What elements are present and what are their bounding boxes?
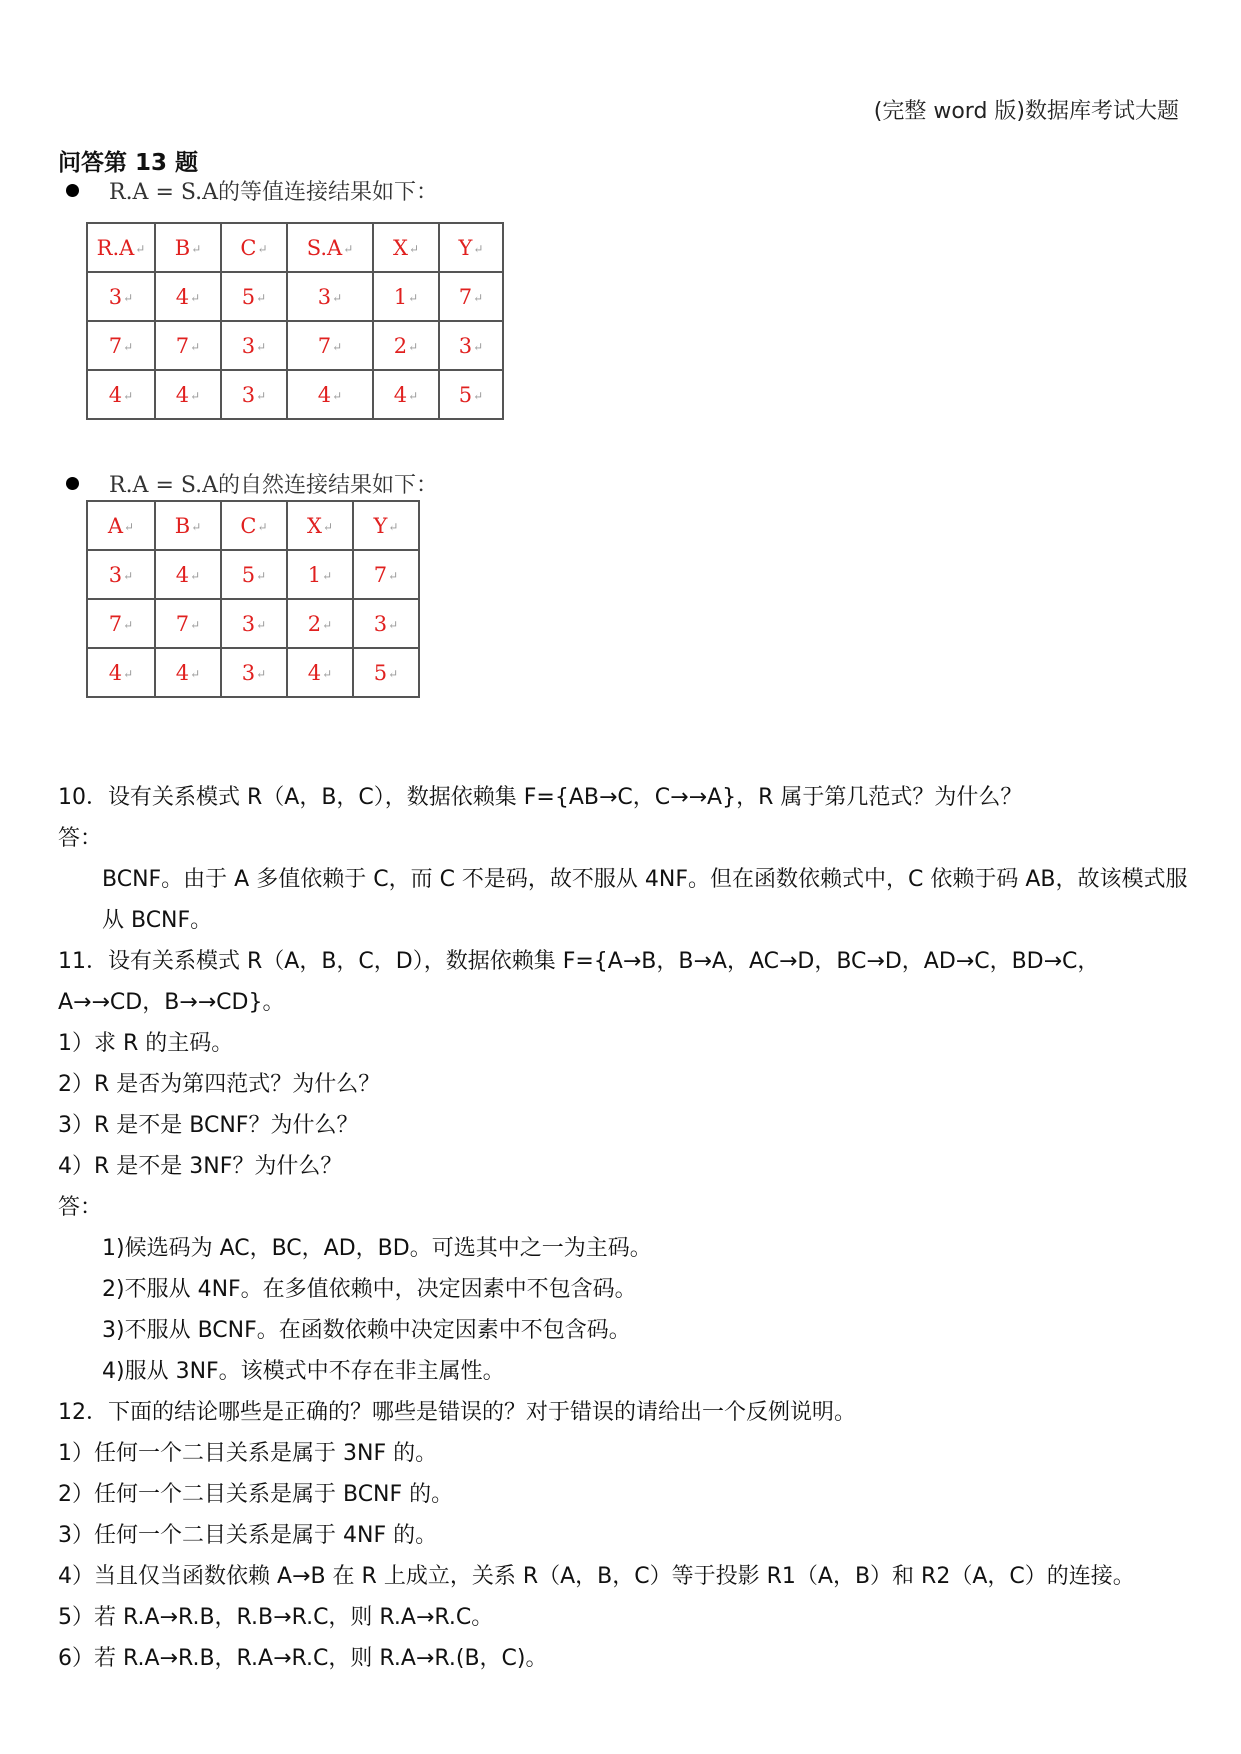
cell-value: C: [240, 513, 257, 538]
table-cell: [221, 550, 287, 599]
return-mark-icon: ↵: [473, 340, 484, 354]
cell-value: B: [174, 235, 191, 260]
return-mark-icon: ↵: [332, 340, 343, 354]
table-row: [87, 550, 419, 599]
table-row: [87, 648, 419, 697]
natural-join-caption: R.A = S.A的自然连接结果如下：: [109, 473, 439, 498]
cell-value: 7: [175, 611, 190, 636]
answer-11-item-1: 1)候选码为 AC，BC，AD，BD。可选其中之一为主码。: [102, 1236, 652, 1261]
table-cell: [439, 321, 503, 370]
table-cell: [287, 370, 373, 419]
column-header: [155, 223, 221, 272]
return-mark-icon: ↵: [388, 667, 399, 681]
return-mark-icon: ↵: [332, 389, 343, 403]
answer-11-label: 答：: [58, 1195, 103, 1220]
answer-11-item-3: 3)不服从 BCNF。在函数依赖中决定因素中不包含码。: [102, 1318, 631, 1343]
question-11-item-2: 2）R 是否为第四范式？为什么？: [58, 1072, 381, 1097]
return-mark-icon: ↵: [343, 242, 354, 256]
table-cell: [221, 272, 287, 321]
table-cell: [353, 550, 419, 599]
table-row: [87, 321, 503, 370]
return-mark-icon: ↵: [135, 242, 146, 256]
column-header: [373, 223, 439, 272]
question-12-item-1: 1）任何一个二目关系是属于 3NF 的。: [58, 1441, 438, 1466]
equi-join-caption: R.A = S.A的等值连接结果如下：: [109, 180, 439, 205]
return-mark-icon: ↵: [190, 340, 201, 354]
cell-value: 7: [175, 333, 190, 358]
return-mark-icon: ↵: [322, 667, 333, 681]
return-mark-icon: ↵: [190, 618, 201, 632]
return-mark-icon: ↵: [123, 667, 134, 681]
natural-join-caption-line: [66, 468, 438, 499]
table-cell: [287, 321, 373, 370]
bullet-icon: [66, 184, 79, 197]
table-row: [87, 272, 503, 321]
natural-join-table: [86, 500, 420, 698]
cell-value: 3: [317, 284, 332, 309]
table-row: [87, 370, 503, 419]
cell-value: Y: [458, 235, 473, 260]
answer-10-label: 答：: [58, 826, 103, 851]
return-mark-icon: ↵: [388, 520, 399, 534]
return-mark-icon: ↵: [256, 569, 267, 583]
table-cell: [373, 321, 439, 370]
equi-join-caption-line: [66, 175, 438, 206]
cell-value: 3: [108, 562, 123, 587]
cell-value: 4: [393, 382, 408, 407]
return-mark-icon: ↵: [473, 389, 484, 403]
table-cell: [373, 370, 439, 419]
return-mark-icon: ↵: [190, 389, 201, 403]
cell-value: R.A: [96, 235, 135, 260]
question-12-item-4: 4）当且仅当函数依赖 A→B 在 R 上成立，关系 R（A，B，C）等于投影 R1（A，B）和 R2（A，C）的连接。: [58, 1564, 1135, 1589]
cell-value: 7: [317, 333, 332, 358]
cell-value: 3: [241, 382, 256, 407]
table-cell: [221, 599, 287, 648]
document-body: [58, 777, 1188, 1679]
cell-value: Y: [373, 513, 388, 538]
question-11-item-1: 1）求 R 的主码。: [58, 1031, 234, 1056]
return-mark-icon: ↵: [123, 569, 134, 583]
return-mark-icon: ↵: [388, 618, 399, 632]
return-mark-icon: ↵: [257, 242, 268, 256]
cell-value: 3: [373, 611, 388, 636]
question-11-item-3: 3）R 是不是 BCNF？为什么？: [58, 1113, 359, 1138]
table-cell: [87, 321, 155, 370]
return-mark-icon: ↵: [256, 389, 267, 403]
cell-value: 4: [175, 660, 190, 685]
table-cell: [87, 370, 155, 419]
return-mark-icon: ↵: [124, 520, 135, 534]
question-12-item-3: 3）任何一个二目关系是属于 4NF 的。: [58, 1523, 438, 1548]
answer-11-item-4: 4)服从 3NF。该模式中不存在非主属性。: [102, 1359, 505, 1384]
table-cell: [155, 370, 221, 419]
cell-value: 4: [108, 382, 123, 407]
table-cell: [287, 648, 353, 697]
table-cell: [353, 599, 419, 648]
table-cell: [87, 599, 155, 648]
return-mark-icon: ↵: [322, 569, 333, 583]
column-header: [287, 223, 373, 272]
question-12-item-5: 5）若 R.A→R.B，R.B→R.C，则 R.A→R.C。: [58, 1605, 494, 1630]
question-12-item-6: 6）若 R.A→R.B，R.A→R.C，则 R.A→R.(B，C)。: [58, 1646, 548, 1671]
table-header-row: [87, 501, 419, 550]
column-header: [155, 501, 221, 550]
question-11-item-4: 4）R 是不是 3NF？为什么？: [58, 1154, 343, 1179]
cell-value: 7: [373, 562, 388, 587]
return-mark-icon: ↵: [190, 291, 201, 305]
return-mark-icon: ↵: [256, 667, 267, 681]
bullet-icon: [66, 477, 79, 490]
column-header: [221, 223, 287, 272]
return-mark-icon: ↵: [123, 389, 134, 403]
cell-value: 3: [458, 333, 473, 358]
cell-value: 4: [317, 382, 332, 407]
return-mark-icon: ↵: [473, 291, 484, 305]
column-header: [221, 501, 287, 550]
return-mark-icon: ↵: [408, 340, 419, 354]
section-title: 问答第 13 题: [58, 150, 199, 176]
table-cell: [221, 648, 287, 697]
table-cell: [155, 321, 221, 370]
return-mark-icon: ↵: [257, 520, 268, 534]
table-cell: [287, 550, 353, 599]
question-10: 10．设有关系模式 R（A，B，C），数据依赖集 F={AB→C，C→→A}，R 属于第几范式？为什么？: [58, 785, 1023, 810]
return-mark-icon: ↵: [388, 569, 399, 583]
column-header: [87, 223, 155, 272]
cell-value: S.A: [306, 235, 343, 260]
question-12: 12．下面的结论哪些是正确的？哪些是错误的？对于错误的请给出一个反例说明。: [58, 1400, 856, 1425]
cell-value: 2: [393, 333, 408, 358]
table-cell: [87, 648, 155, 697]
page-header: (完整 word 版)数据库考试大题: [873, 99, 1179, 124]
return-mark-icon: ↵: [256, 291, 267, 305]
table-cell: [155, 272, 221, 321]
column-header: [287, 501, 353, 550]
answer-10: BCNF。由于 A 多值依赖于 C，而 C 不是码，故不服从 4NF。但在函数依赖式中，C 依赖于码 AB，故该模式服从 BCNF。: [102, 867, 1188, 933]
return-mark-icon: ↵: [256, 618, 267, 632]
return-mark-icon: ↵: [190, 569, 201, 583]
cell-value: A: [107, 513, 124, 538]
return-mark-icon: ↵: [408, 389, 419, 403]
return-mark-icon: ↵: [332, 291, 343, 305]
table-cell: [155, 599, 221, 648]
table-cell: [221, 370, 287, 419]
table-cell: [87, 272, 155, 321]
cell-value: X: [306, 513, 322, 538]
cell-value: 1: [307, 562, 322, 587]
return-mark-icon: ↵: [123, 340, 134, 354]
table-row: [87, 599, 419, 648]
table-cell: [221, 321, 287, 370]
table-cell: [439, 370, 503, 419]
cell-value: 7: [458, 284, 473, 309]
cell-value: 1: [393, 284, 408, 309]
question-11: 11．设有关系模式 R（A，B，C，D），数据依赖集 F={A→B，B→A，AC→D，BC→D，AD→C，BD→C，A→→CD，B→→CD}。: [58, 949, 1100, 1015]
table-cell: [155, 550, 221, 599]
cell-value: 5: [458, 382, 473, 407]
cell-value: 4: [307, 660, 322, 685]
column-header: [353, 501, 419, 550]
return-mark-icon: ↵: [473, 242, 484, 256]
cell-value: 4: [175, 562, 190, 587]
cell-value: 5: [241, 562, 256, 587]
cell-value: 3: [241, 660, 256, 685]
cell-value: 3: [108, 284, 123, 309]
return-mark-icon: ↵: [322, 618, 333, 632]
question-12-item-2: 2）任何一个二目关系是属于 BCNF 的。: [58, 1482, 454, 1507]
return-mark-icon: ↵: [322, 520, 333, 534]
cell-value: 4: [175, 382, 190, 407]
cell-value: 7: [108, 333, 123, 358]
return-mark-icon: ↵: [408, 291, 419, 305]
cell-value: 5: [241, 284, 256, 309]
column-header: [87, 501, 155, 550]
table-cell: [155, 648, 221, 697]
return-mark-icon: ↵: [408, 242, 419, 256]
table-cell: [439, 272, 503, 321]
cell-value: 4: [108, 660, 123, 685]
table-cell: [287, 272, 373, 321]
return-mark-icon: ↵: [123, 618, 134, 632]
column-header: [439, 223, 503, 272]
cell-value: X: [392, 235, 408, 260]
cell-value: 7: [108, 611, 123, 636]
cell-value: 3: [241, 611, 256, 636]
cell-value: 3: [241, 333, 256, 358]
cell-value: 5: [373, 660, 388, 685]
cell-value: 4: [175, 284, 190, 309]
return-mark-icon: ↵: [190, 667, 201, 681]
cell-value: B: [174, 513, 191, 538]
cell-value: 2: [307, 611, 322, 636]
return-mark-icon: ↵: [123, 291, 134, 305]
cell-value: C: [240, 235, 257, 260]
return-mark-icon: ↵: [191, 242, 202, 256]
table-cell: [287, 599, 353, 648]
table-cell: [87, 550, 155, 599]
answer-11-item-2: 2)不服从 4NF。在多值依赖中，决定因素中不包含码。: [102, 1277, 637, 1302]
table-header-row: [87, 223, 503, 272]
return-mark-icon: ↵: [256, 340, 267, 354]
table-cell: [373, 272, 439, 321]
return-mark-icon: ↵: [191, 520, 202, 534]
equi-join-table: [86, 222, 504, 420]
table-cell: [353, 648, 419, 697]
